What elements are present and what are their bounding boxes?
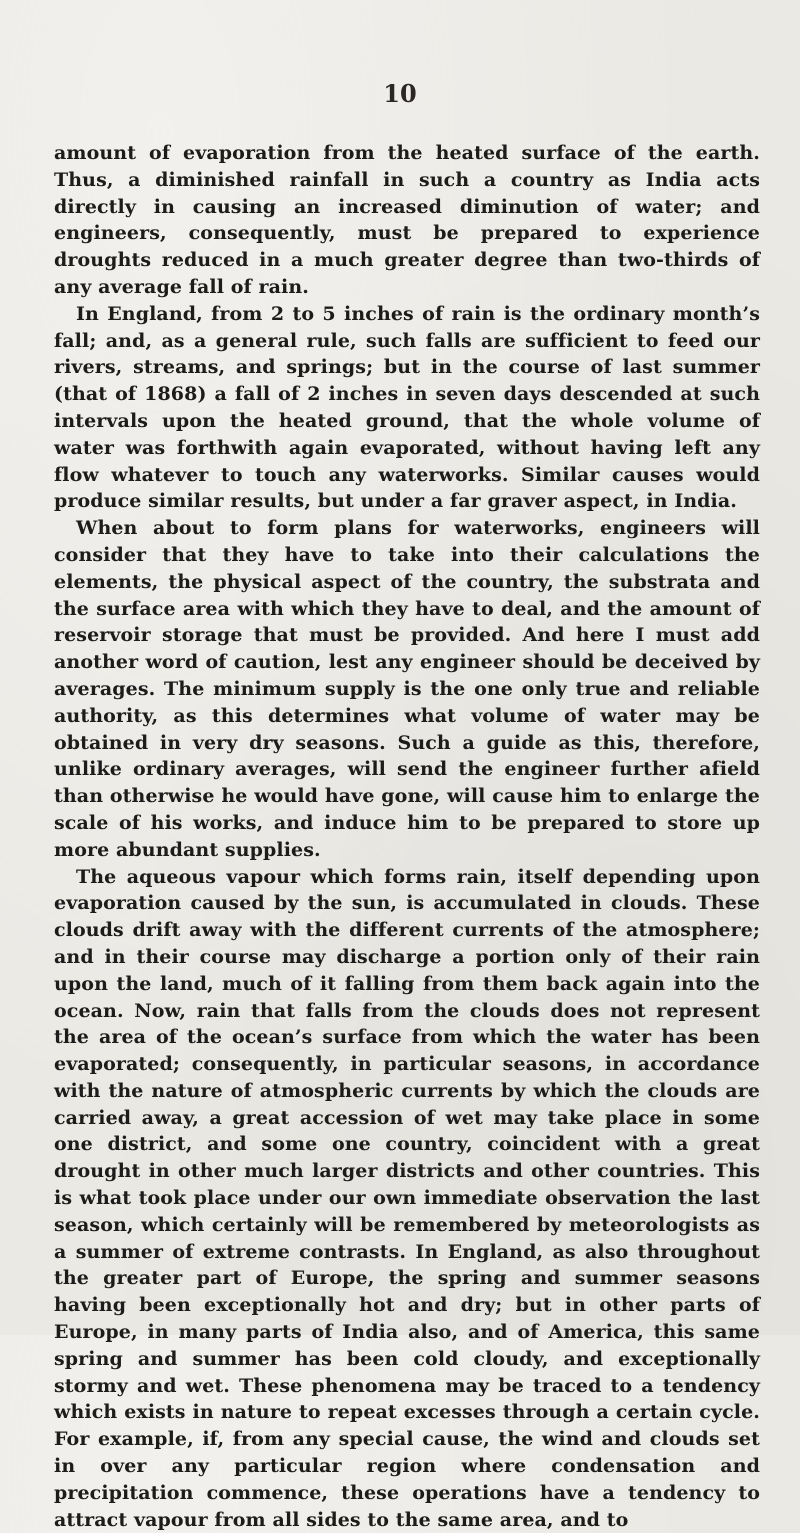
paragraph-aqueous-vapour: The aqueous vapour which forms rain, itself depending upon evaporation caused by the sun, is accumulated in clouds. These clouds drift away with the different currents of the atmosphere; and in their course may discharge a portion only of their rain upon the land, much of it falling from them back again into the ocean. Now, rain that falls from the clouds does not represent the area of the ocean’s surface from which the water has been evaporated; consequently, in particular seasons, in accordance with the nature of atmospheric currents by which the clouds are carried away, a great accession of wet may take place in some one district, and some one country, coincident with a great drought in other much larger districts and other countries. This is what took place under our own immediate observation the last season, which certainly will be remembered by meteorologists as a summer of extreme contrasts. In England, as also throughout the greater part of Europe, the spring and summer seasons having been exceptionally hot and dry; but in other parts of Europe, in many parts of India also, and of America, this same spring and summer has been cold cloudy, and exceptionally stormy and wet. These phenomena may be traced to a tendency which exists in nature to repeat excesses through a certain cycle. For example, if, from any special cause, the wind and clouds set in over any particular region where condensation and precipitation commence, these operations have a tendency to attract vapour from all sides to the same area, and to — [54, 865, 760, 1531]
paragraph-waterworks-plans: When about to form plans for waterworks, engineers will consider that they have to take into their calculations the elements, the physical aspect of the country, the substrata and the surface area with which they have to deal, and the amount of reservoir storage that must be provided. And here I must add another word of caution, lest any engineer should be deceived by averages. The minimum supply is the one only true and reliable authority, as this determines what volume of water may be obtained in very dry seasons. Such a guide as this, therefore, unlike ordinary averages, will send the engineer further afield than otherwise he would have gone, will cause him to enlarge the scale of his works, and induce him to be prepared to store up more abundant supplies. — [54, 517, 760, 861]
body-text — [54, 140, 760, 1533]
page-number: 10 — [383, 79, 417, 108]
paragraph-evaporation-india: amount of evaporation from the heated surface of the earth. Thus, a diminished rainfall in such a country as India acts directly in causing an increased diminution of water; and engineers, consequently, must be prepared to experience droughts reduced in a much greater degree than two-thirds of any average fall of rain. — [54, 142, 760, 298]
paragraph-england-rainfall: In England, from 2 to 5 inches of rain is the ordinary month’s fall; and, as a general rule, such falls are sufficient to feed our rivers, streams, and springs; but in the course of last summer (that of 1868) a fall of 2 inches in seven days descended at such intervals upon the heated ground, that the whole volume of water was forthwith again evaporated, without having left any flow whatever to touch any waterworks. Similar causes would produce similar results, but under a far graver aspect, in India. — [54, 302, 760, 513]
